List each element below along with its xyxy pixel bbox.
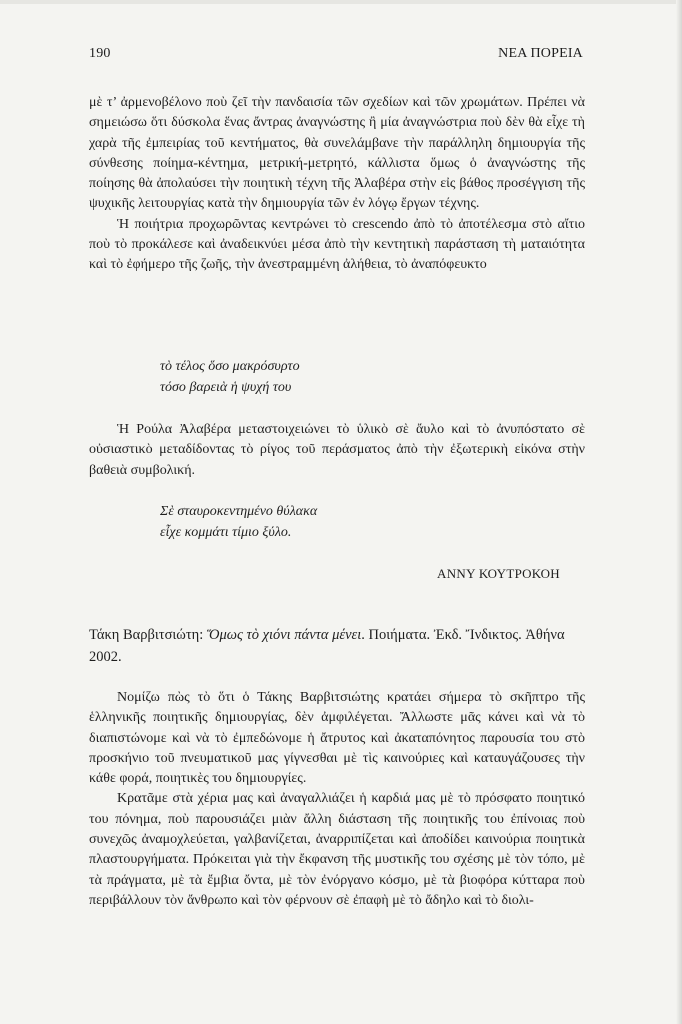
review-author: Τάκη Βαρβιτσιώτη: xyxy=(89,627,207,643)
review-heading xyxy=(89,624,585,668)
text-block-2 xyxy=(89,420,585,481)
paragraph: μὲ τ’ ἀρμενοβέλονο ποὺ ζεῖ τὴν πανδαισία τῶν σχεδίων καὶ τῶν χρωμάτων. Πρέπει νὰ σημειώσω ὅτι δύσκολα ἕνας ἄντρας ἀναγνώστης ἢ μία ἀναγνώστρια ποὺ δὲν θὰ εἶχε τὴ χαρὰ τῆς ἐμπειρίας τοῦ κεντήματος, θὰ συνελάμβανε τὴν παράλληλη δημιουργία τῆς σύνθεσης ποίημα-κέντημα, μετρική-μετρητό, κάλλιστα ὅμως ὁ ἀναγνώστης τῆς ποίησης θὰ ἀπολαύσει τὴν ποιητικὴ τέχνη τῆς Ἀλαβέρα στὴν εἰς βάθος προσέγγιση τῆς ψυχικῆς λειτουργίας κατὰ τὴν δημιουργία τῶν ἐν λόγῳ ἔργων τέχνης. xyxy=(89,95,585,212)
scan-border-right xyxy=(676,0,682,1024)
poem-line: εἶχε κομμάτι τίμιο ξύλο. xyxy=(160,524,292,540)
text-block-3 xyxy=(89,688,585,911)
poem-quote-1 xyxy=(160,357,300,398)
poem-line: Σὲ σταυροκεντημένο θύλακα xyxy=(160,504,318,519)
author-signature: ΑΝΝΥ ΚΟΥΤΡΟΚΟΗ xyxy=(437,566,560,581)
poem-line: τὸ τέλος ὅσο μακρόσυρτο xyxy=(160,359,300,374)
poem-quote-2 xyxy=(160,502,317,543)
poem-line: τόσο βαρειὰ ἡ ψυχή του xyxy=(160,379,292,395)
page-header xyxy=(89,46,583,62)
review-book-title: Ὅμως τὸ χιόνι πάντα μένει xyxy=(206,627,362,643)
review-details: . Ποιήματα. Ἐκδ. Ἴνδικτος. Ἀθήνα 2002. xyxy=(89,627,565,665)
paragraph: Νομίζω πὼς τὸ ὅτι ὁ Τάκης Βαρβιτσιώτης κρατάει σήμερα τὸ σκῆπτρο τῆς ἑλληνικῆς ποιητικῆς δημιουργίας, δὲν ἀμφιλέγεται. Ἄλλωστε μᾶς κάνει καὶ νὰ τὸ διαπιστώνομε καὶ νὰ τὸ ἐμπεδώνομε ἡ ἄτρυτος καὶ ἀκαταπόνητος παρουσία του στὸ προσκήνιο τοῦ πνευματικοῦ μας γίγνεσθαι μὲ τὶς καινούριες καὶ καταυγάζουσες τὴν κάθε φορά, ποιητικὲς του δημιουργίες. xyxy=(89,690,585,787)
scan-border-top xyxy=(0,0,682,4)
paragraph: Ἡ Ρούλα Ἀλαβέρα μεταστοιχειώνει τὸ ὑλικὸ σὲ ἄυλο καὶ τὸ ἀνυπόστατο σὲ οὐσιαστικὸ μεταδίδοντας τὸ ρίγος τοῦ περάσματος ἀπὸ τὴν ἐξωτερικὴ εἰκόνα στὴν βαθειὰ συμβολική. xyxy=(89,422,585,478)
running-title: ΝΕΑ ΠΟΡΕΙΑ xyxy=(498,46,583,61)
text-block-1 xyxy=(89,93,585,276)
paragraph: Κρατᾶμε στὰ χέρια μας καὶ ἀναγαλλιάζει ἡ καρδιά μας μὲ τὸ πρόσφατο ποιητικό του πόνημα, ποὺ παρουσιάζει μιὰν ἄλλη διάσταση τῆς ποιητικῆς του ἐπίνοιας ποὺ συνεχῶς ἀναμοχλεύεται, γαλβανίζεται, ἀναρριπίζεται καὶ ἀποδίδει καινούρια ποιητικὰ πλαστουργήματα. Πρόκειται γιὰ τὴν ἔκφανση τῆς μυστικῆς του σχέσης μὲ τὸν τόπο, μὲ τὰ πράγματα, μὲ τὰ ἔμβια ὄντα, μὲ τὸν ἐνόργανο κόσμο, μὲ τὰ βιοφόρα κύτταρα ποὺ περιβάλλουν τὸν ἄνθρωπο καὶ τὸν φέρνουν σὲ ἐπαφὴ μὲ τὸ ἄδηλο καὶ τὸ διολι- xyxy=(89,791,585,908)
page-number: 190 xyxy=(89,46,111,61)
paragraph: Ἡ ποιήτρια προχωρῶντας κεντρώνει τὸ crescendo ἀπὸ τὸ ἀποτέλεσμα στὸ αἴτιο ποὺ τὸ προκάλεσε καὶ ἀναδεικνύει μέσα ἀπὸ τὴν κεντητικὴ παράσταση τὴ ματαιότητα καὶ τὸ ἐφήμερο τῆς ζωῆς, τὴν ἀνεστραμμένη ἀλήθεια, τὸ ἀναπόφευκτο xyxy=(89,216,585,273)
